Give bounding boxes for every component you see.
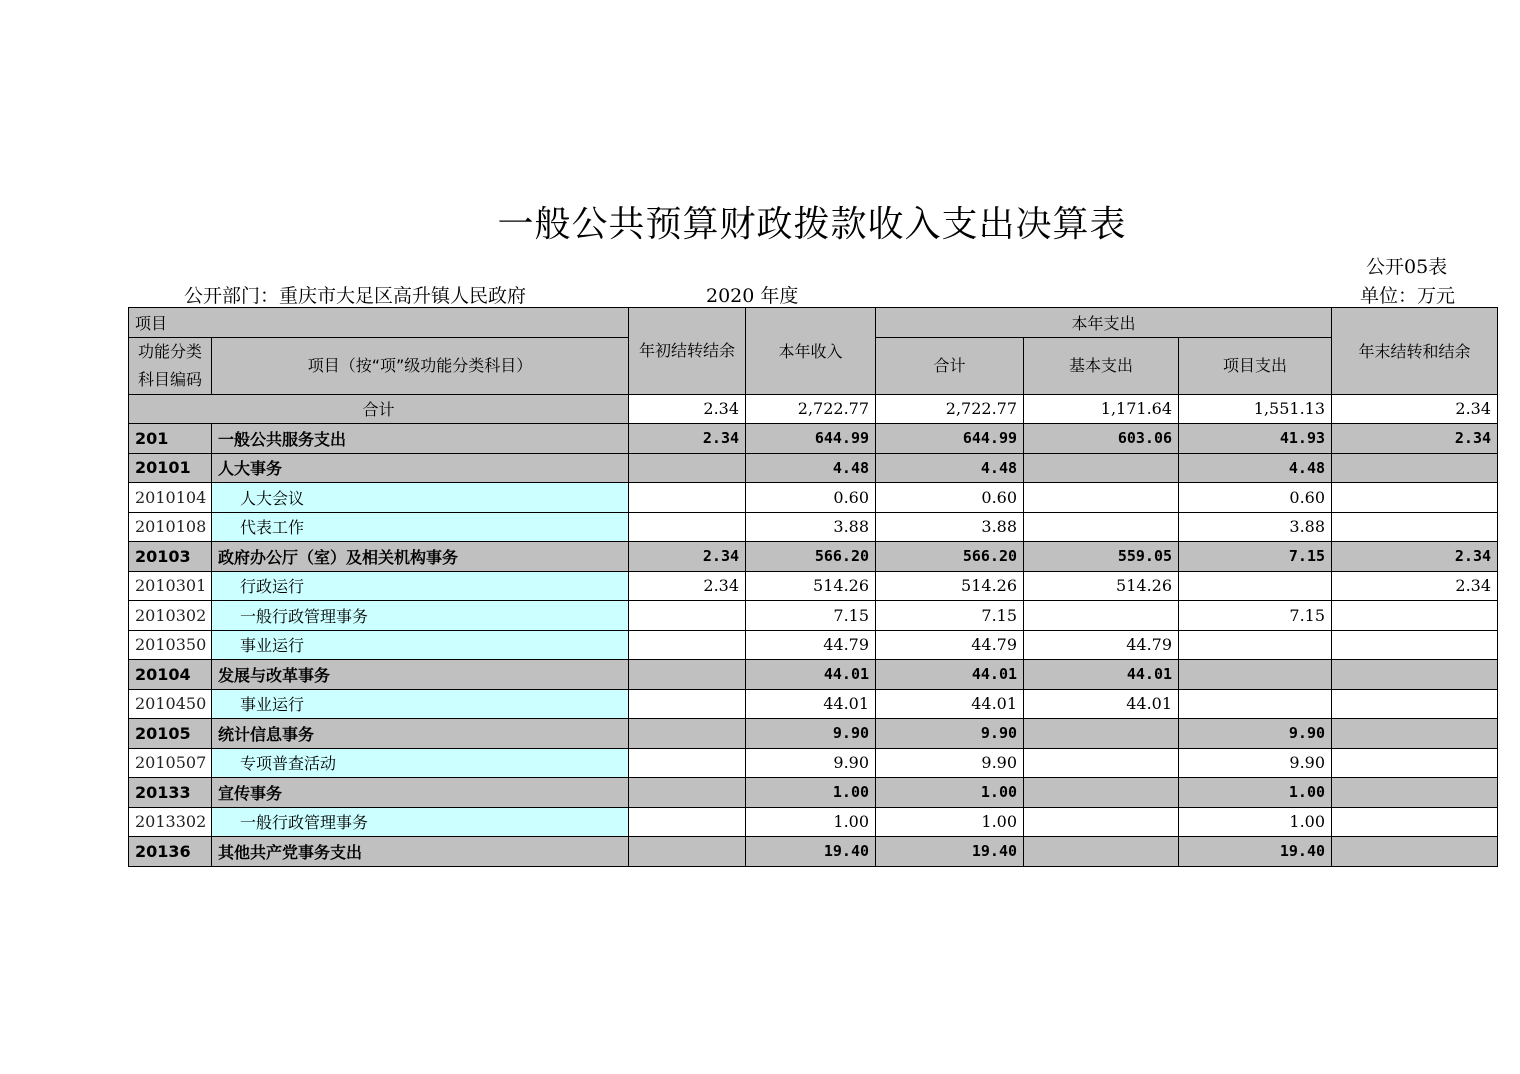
table-row [129,424,1498,454]
row-expense: 7.15 [876,601,1024,631]
row-name: 一般行政管理事务 [212,807,629,837]
row-project: 0.60 [1179,483,1332,513]
row-income: 3.88 [746,512,876,542]
row-code: 2010108 [129,512,212,542]
row-name: 一般公共服务支出 [212,424,629,454]
row-end [1332,807,1498,837]
row-basic: 44.79 [1024,630,1179,660]
total-begin: 2.34 [629,394,746,424]
row-end [1332,748,1498,778]
row-project: 19.40 [1179,837,1332,867]
row-code: 20103 [129,542,212,572]
table-row [129,719,1498,749]
row-expense: 44.01 [876,689,1024,719]
row-begin [629,689,746,719]
row-expense: 19.40 [876,837,1024,867]
row-begin [629,807,746,837]
row-begin: 2.34 [629,542,746,572]
total-expense: 2,722.77 [876,394,1024,424]
table-row [129,630,1498,660]
header-item: 项目 [129,308,629,338]
row-code: 2010302 [129,601,212,631]
row-code: 20101 [129,453,212,483]
row-name: 统计信息事务 [212,719,629,749]
row-basic [1024,748,1179,778]
row-end [1332,483,1498,513]
row-name: 人大会议 [212,483,629,513]
row-expense: 644.99 [876,424,1024,454]
row-project: 1.00 [1179,807,1332,837]
row-basic [1024,453,1179,483]
row-expense: 44.01 [876,660,1024,690]
row-begin: 2.34 [629,424,746,454]
table-row [129,748,1498,778]
row-begin [629,601,746,631]
row-begin [629,453,746,483]
row-name: 事业运行 [212,689,629,719]
budget-table [128,307,1498,867]
row-code: 2010104 [129,483,212,513]
row-project: 9.90 [1179,719,1332,749]
row-begin [629,483,746,513]
header-expense-total: 合计 [876,337,1024,394]
header-expense: 本年支出 [876,308,1332,338]
row-begin [629,748,746,778]
row-project: 7.15 [1179,601,1332,631]
row-income: 44.01 [746,660,876,690]
row-begin [629,837,746,867]
row-end [1332,719,1498,749]
row-end [1332,601,1498,631]
row-begin [629,719,746,749]
row-income: 1.00 [746,807,876,837]
table-row [129,571,1498,601]
row-end [1332,660,1498,690]
row-name: 发展与改革事务 [212,660,629,690]
row-income: 644.99 [746,424,876,454]
row-income: 4.48 [746,453,876,483]
table-row [129,689,1498,719]
row-income: 9.90 [746,748,876,778]
row-expense: 566.20 [876,542,1024,572]
row-begin [629,660,746,690]
table-row [129,837,1498,867]
table-row [129,542,1498,572]
table-row [129,778,1498,808]
unit-label: 单位：万元 [1360,285,1456,307]
table-row [129,660,1498,690]
header-project-expense: 项目支出 [1179,337,1332,394]
row-code: 20104 [129,660,212,690]
row-end [1332,630,1498,660]
row-code: 2013302 [129,807,212,837]
form-number: 公开05表 [1366,256,1448,278]
header-code: 功能分类科目编码 [129,337,212,394]
row-project [1179,571,1332,601]
row-end [1332,689,1498,719]
row-basic: 514.26 [1024,571,1179,601]
header-name: 项目（按“项”级功能分类科目） [212,337,629,394]
table-row [129,512,1498,542]
row-name: 行政运行 [212,571,629,601]
row-code: 20133 [129,778,212,808]
row-end [1332,453,1498,483]
row-begin: 2.34 [629,571,746,601]
total-project: 1,551.13 [1179,394,1332,424]
row-begin [629,630,746,660]
row-name: 政府办公厅（室）及相关机构事务 [212,542,629,572]
total-end: 2.34 [1332,394,1498,424]
row-end [1332,512,1498,542]
row-project: 4.48 [1179,453,1332,483]
row-income: 566.20 [746,542,876,572]
header-end-balance: 年末结转和结余 [1332,308,1498,395]
row-code: 20105 [129,719,212,749]
row-end [1332,837,1498,867]
row-end [1332,778,1498,808]
row-name: 宣传事务 [212,778,629,808]
row-end: 2.34 [1332,571,1498,601]
row-expense: 9.90 [876,719,1024,749]
row-project: 41.93 [1179,424,1332,454]
row-income: 7.15 [746,601,876,631]
row-basic [1024,837,1179,867]
row-expense: 1.00 [876,807,1024,837]
row-project [1179,630,1332,660]
header-income: 本年收入 [746,308,876,395]
row-expense: 4.48 [876,453,1024,483]
row-code: 20136 [129,837,212,867]
total-row [129,394,1498,424]
row-code: 2010507 [129,748,212,778]
row-code: 2010350 [129,630,212,660]
row-project: 3.88 [1179,512,1332,542]
row-expense: 0.60 [876,483,1024,513]
table-row [129,601,1498,631]
row-name: 代表工作 [212,512,629,542]
total-income: 2,722.77 [746,394,876,424]
row-project [1179,689,1332,719]
row-name: 一般行政管理事务 [212,601,629,631]
row-basic [1024,601,1179,631]
row-basic [1024,512,1179,542]
row-expense: 3.88 [876,512,1024,542]
row-income: 44.79 [746,630,876,660]
fiscal-year: 2020 年度 [706,285,799,307]
row-basic: 603.06 [1024,424,1179,454]
row-income: 9.90 [746,719,876,749]
row-name: 专项普查活动 [212,748,629,778]
row-expense: 514.26 [876,571,1024,601]
row-end: 2.34 [1332,424,1498,454]
table-row [129,483,1498,513]
total-basic: 1,171.64 [1024,394,1179,424]
row-code: 2010301 [129,571,212,601]
row-basic: 44.01 [1024,660,1179,690]
row-begin [629,778,746,808]
total-label: 合计 [129,394,629,424]
row-project: 9.90 [1179,748,1332,778]
row-income: 44.01 [746,689,876,719]
row-basic: 44.01 [1024,689,1179,719]
row-basic [1024,483,1179,513]
row-basic [1024,778,1179,808]
row-income: 1.00 [746,778,876,808]
row-basic: 559.05 [1024,542,1179,572]
page-title: 一般公共预算财政拨款收入支出决算表 [497,204,1127,245]
row-code: 2010450 [129,689,212,719]
row-code: 201 [129,424,212,454]
row-name: 事业运行 [212,630,629,660]
row-project: 7.15 [1179,542,1332,572]
row-income: 514.26 [746,571,876,601]
table-row [129,453,1498,483]
row-expense: 44.79 [876,630,1024,660]
row-name: 人大事务 [212,453,629,483]
header-basic-expense: 基本支出 [1024,337,1179,394]
row-income: 19.40 [746,837,876,867]
row-project [1179,660,1332,690]
row-income: 0.60 [746,483,876,513]
row-basic [1024,807,1179,837]
row-expense: 1.00 [876,778,1024,808]
row-name: 其他共产党事务支出 [212,837,629,867]
row-end: 2.34 [1332,542,1498,572]
row-project: 1.00 [1179,778,1332,808]
table-row [129,807,1498,837]
row-expense: 9.90 [876,748,1024,778]
header-begin-balance: 年初结转结余 [629,308,746,395]
department-label: 公开部门：重庆市大足区高升镇人民政府 [184,285,527,307]
row-basic [1024,719,1179,749]
row-begin [629,512,746,542]
